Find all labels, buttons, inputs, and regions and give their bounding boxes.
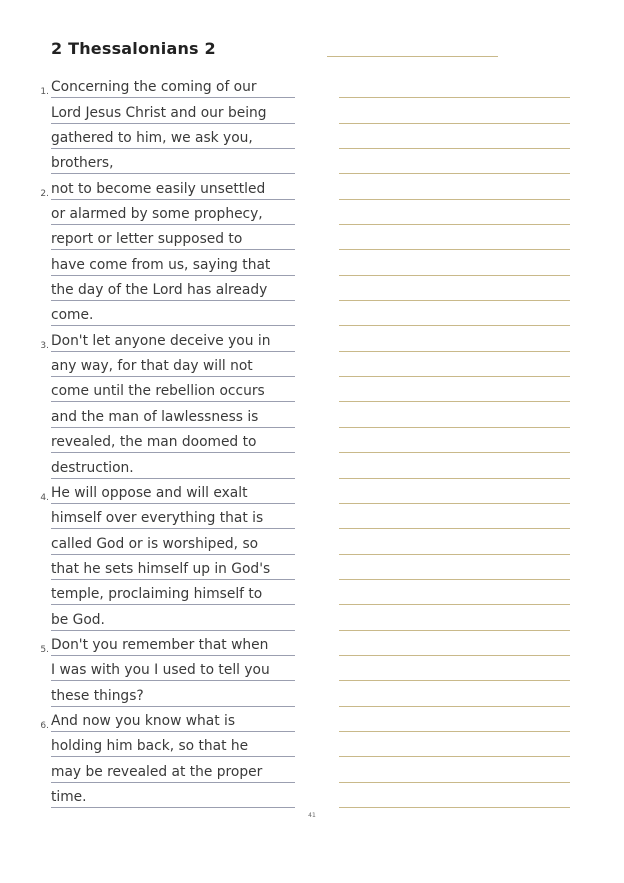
verse-text: Don't you remember that when [51,635,295,656]
verse-text: have come from us, saying that [51,255,295,276]
verse-text: holding him back, so that he [51,736,295,757]
verse-list [0,73,624,808]
verse-text: and the man of lawlessness is [51,407,295,428]
verse-line [0,605,624,630]
verse-line [0,428,624,453]
verse-line [0,479,624,504]
verse-text: Concerning the coming of our [51,77,295,98]
verse-number: 1. [40,87,49,98]
verse-text: time. [51,787,295,808]
verse-text: the day of the Lord has already [51,280,295,301]
verse-text: come until the rebellion occurs [51,381,295,402]
verse-line [0,707,624,732]
verse-line [0,402,624,427]
verse-text: temple, proclaiming himself to [51,584,295,605]
verse-text: these things? [51,686,295,707]
name-writing-line[interactable] [327,56,498,57]
verse-line [0,783,624,808]
verse-text: be God. [51,610,295,631]
verse-number: 2. [40,188,49,199]
verse-line [0,276,624,301]
verse-line [0,580,624,605]
verse-text: not to become easily unsettled [51,179,295,200]
verse-line [0,352,624,377]
verse-text: He will oppose and will exalt [51,483,295,504]
verse-text: revealed, the man doomed to [51,432,295,453]
verse-number: 3. [40,340,49,351]
verse-line [0,200,624,225]
verse-text: And now you know what is [51,711,295,732]
verse-text: or alarmed by some prophecy, [51,204,295,225]
verse-text: I was with you I used to tell you [51,660,295,681]
verse-line [0,504,624,529]
verse-line [0,555,624,580]
verse-line [0,73,624,98]
verse-text: report or letter supposed to [51,229,295,250]
verse-line [0,529,624,554]
verse-line [0,757,624,782]
verse-text: any way, for that day will not [51,356,295,377]
verse-text: Don't let anyone deceive you in [51,331,295,352]
verse-line [0,149,624,174]
verse-line [0,326,624,351]
verse-line [0,732,624,757]
verse-line [0,124,624,149]
verse-line [0,250,624,275]
verse-line [0,631,624,656]
page-number: 41 [308,812,316,819]
verse-number: 6. [40,720,49,731]
verse-line [0,453,624,478]
verse-line [0,301,624,326]
verse-line [0,174,624,199]
page-title: 2 Thessalonians 2 [51,39,216,58]
copy-writing-line[interactable] [339,807,570,808]
verse-text: destruction. [51,458,295,479]
verse-text: brothers, [51,153,295,174]
verse-line [0,656,624,681]
verse-text: himself over everything that is [51,508,295,529]
verse-text: Lord Jesus Christ and our being [51,103,295,124]
verse-text: called God or is worshiped, so [51,534,295,555]
verse-text: may be revealed at the proper [51,762,295,783]
verse-line [0,377,624,402]
verse-number: 5. [40,644,49,655]
verse-line [0,681,624,706]
verse-number: 4. [40,492,49,503]
verse-text: that he sets himself up in God's [51,559,295,580]
verse-line [0,225,624,250]
verse-line [0,98,624,123]
verse-text: come. [51,305,295,326]
verse-text: gathered to him, we ask you, [51,128,295,149]
